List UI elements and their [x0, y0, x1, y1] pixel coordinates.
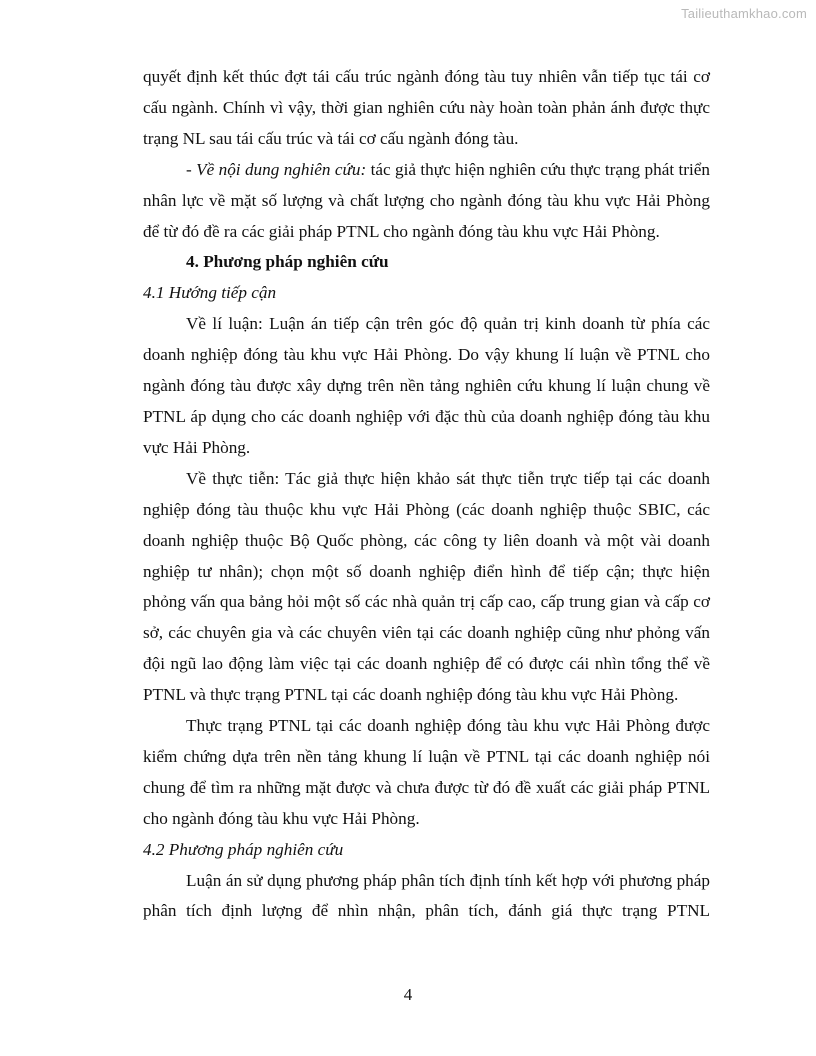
document-body: [143, 62, 710, 927]
research-content-text: tác giả thực hiện nghiên cứu thực trạng phát triển nhân lực về mặt số lượng và chất lượng cho ngành đóng tàu khu vực Hải Phòng để từ đó đề ra các giải pháp PTNL cho ngành đóng tàu khu vực Hải Phòng.: [143, 159, 710, 241]
paragraph-theory: Về lí luận: Luận án tiếp cận trên góc độ quản trị kinh doanh từ phía các doanh nghiệp đóng tàu khu vực Hải Phòng. Do vậy khung lí luận về PTNL cho ngành đóng tàu được xây dựng trên nền tảng nghiên cứu khung lí luận chung về PTNL áp dụng cho các doanh nghiệp với đặc thù của doanh nghiệp đóng tàu khu vực Hải Phòng.: [143, 314, 710, 457]
paragraph-continuation: quyết định kết thúc đợt tái cấu trúc ngành đóng tàu tuy nhiên vẫn tiếp tục tái cơ cấu ngành. Chính vì vậy, thời gian nghiên cứu này hoàn toàn phản ánh được thực trạng NL sau tái cấu trúc và tái cơ cấu ngành đóng tàu.: [143, 67, 710, 148]
watermark-text: Tailieuthamkhao.com: [681, 6, 807, 21]
paragraph-research-content: [143, 155, 710, 248]
section-heading-methods: 4. Phương pháp nghiên cứu: [186, 252, 389, 272]
paragraph-practice: Về thực tiễn: Tác giả thực hiện khảo sát thực tiễn trực tiếp tại các doanh nghiệp đóng tàu thuộc khu vực Hải Phòng (các doanh nghiệp thuộc SBIC, các doanh nghiệp thuộc Bộ Quốc phòng, các công ty liên doanh và một vài doanh nghiệp tư nhân); chọn một số doanh nghiệp điển hình để tiếp cận; thực hiện phỏng vấn qua bảng hỏi một số các nhà quản trị cấp cao, cấp trung gian và cấp cơ sở, các chuyên gia và các chuyên viên tại các doanh nghiệp cũng như phỏng vấn đội ngũ lao động làm việc tại các doanh nghiệp để có được cái nhìn tổng thể về PTNL và thực trạng PTNL tại các doanh nghiệp đóng tàu khu vực Hải Phòng.: [143, 468, 710, 705]
research-content-label: - Về nội dung nghiên cứu:: [186, 159, 367, 179]
page-number: 4: [403, 985, 413, 1004]
subsection-heading-methods: 4.2 Phương pháp nghiên cứu: [143, 839, 344, 859]
paragraph-status: Thực trạng PTNL tại các doanh nghiệp đóng tàu khu vực Hải Phòng được kiểm chứng dựa trên nền tảng khung lí luận về PTNL tại các doanh nghiệp nói chung để tìm ra những mặt được và chưa được từ đó đề xuất các giải pháp PTNL cho ngành đóng tàu khu vực Hải Phòng.: [143, 716, 710, 828]
subsection-heading-approach: 4.1 Hướng tiếp cận: [143, 283, 277, 303]
paragraph-method: Luận án sử dụng phương pháp phân tích định tính kết hợp với phương pháp phân tích định lượng để nhìn nhận, phân tích, đánh giá thực trạng PTNL: [143, 870, 710, 921]
